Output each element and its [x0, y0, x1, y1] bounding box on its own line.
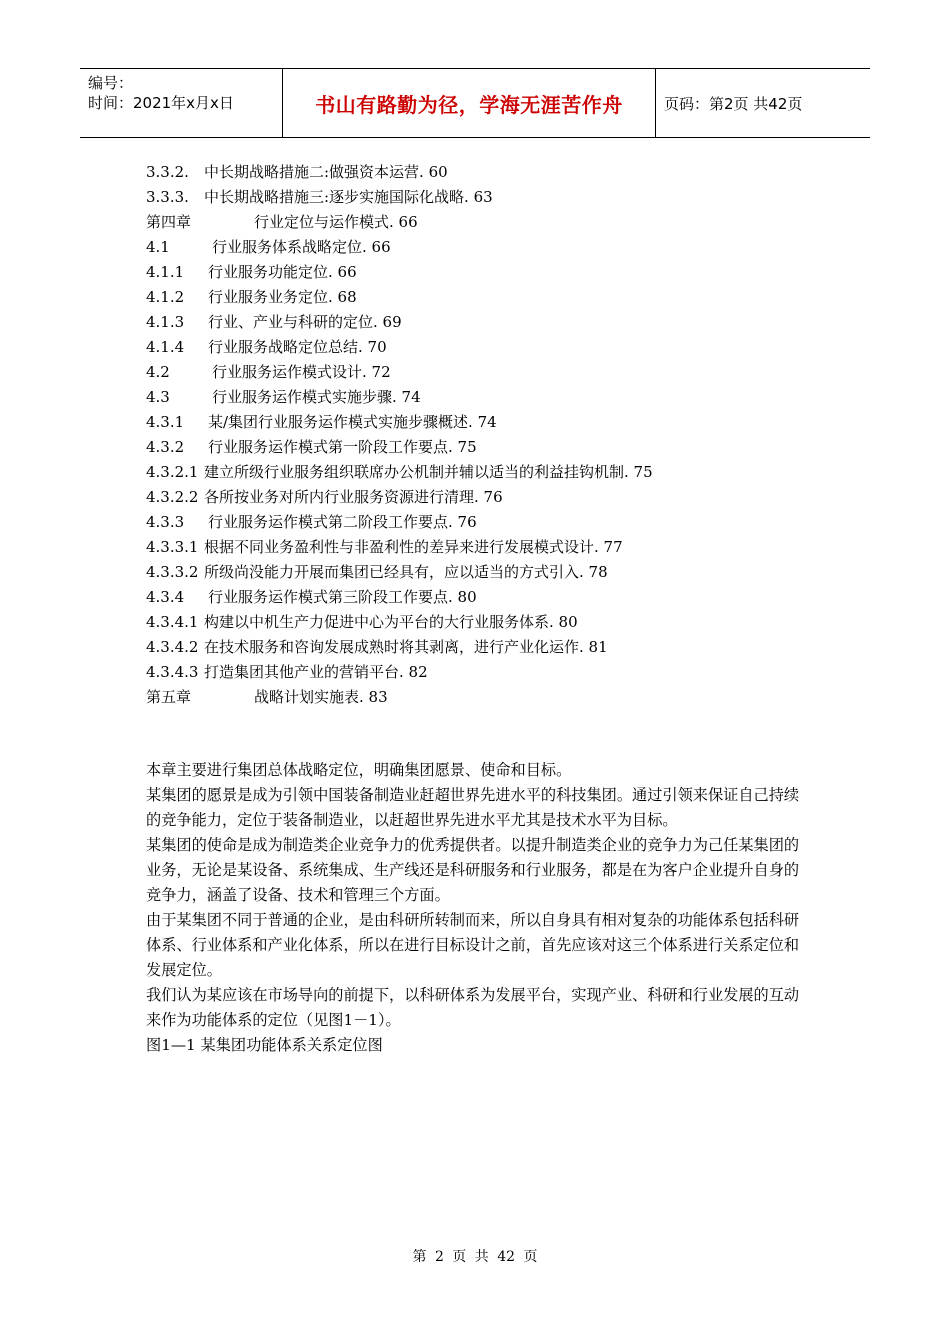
toc-entry-number: 4.3.4.3 [146, 663, 199, 681]
toc-entry-title: 根据不同业务盈利性与非盈利性的差异来进行发展模式设计. 77 [204, 538, 623, 556]
toc-entry-number: 4.1 [146, 238, 170, 256]
toc-entry-title: 构建以中机生产力促进中心为平台的大行业服务体系. 80 [204, 613, 578, 631]
toc-entry-number: 4.1.2 [146, 288, 185, 306]
toc-entry-number: 4.3.3.2 [146, 563, 199, 581]
toc-entry-number: 3.3.3. [146, 188, 189, 206]
toc-entry-title: 所级尚没能力开展而集团已经具有，应以适当的方式引入. 78 [204, 563, 608, 581]
toc-entry-title: 行业服务运作模式实施步骤. 74 [212, 388, 421, 406]
toc-entry [146, 210, 846, 235]
toc-entry-number: 第四章 [146, 213, 192, 231]
toc-entry [146, 660, 846, 685]
toc-entry-title: 行业服务运作模式设计. 72 [212, 363, 391, 381]
paragraph-intro: 本章主要进行集团总体战略定位，明确集团愿景、使命和目标。 [146, 761, 572, 779]
toc-entry-number: 4.3.3.1 [146, 538, 199, 556]
toc-entry [146, 410, 846, 435]
toc-entry [146, 510, 846, 535]
toc-entry [146, 585, 846, 610]
toc-entry-number: 4.3.1 [146, 413, 185, 431]
toc-entry-title: 行业服务战略定位总结. 70 [208, 338, 387, 356]
toc-entry [146, 185, 846, 210]
toc-entry-title: 行业定位与运作模式. 66 [254, 213, 418, 231]
toc-entry-title: 行业服务功能定位. 66 [208, 263, 357, 281]
toc-entry-title: 行业、产业与科研的定位. 69 [208, 313, 402, 331]
toc-entry-number: 4.1.4 [146, 338, 185, 356]
toc-entry-number: 4.1.3 [146, 313, 185, 331]
header-page-info: 页码：第2页 共42页 [664, 94, 803, 113]
toc-entry-number: 4.3 [146, 388, 170, 406]
toc-entry-title: 行业服务运作模式第三阶段工作要点. 80 [208, 588, 477, 606]
toc-entry-number: 4.3.3 [146, 513, 185, 531]
toc-entry [146, 335, 846, 360]
toc-entry-number: 4.3.2.2 [146, 488, 199, 506]
toc-entry-title: 打造集团其他产业的营销平台. 82 [204, 663, 428, 681]
toc-entry [146, 360, 846, 385]
toc-entry [146, 285, 846, 310]
header-motto: 书山有路勤为径，学海无涯苦作舟 [282, 69, 656, 137]
toc-entry [146, 235, 846, 260]
document-number-label: 编号： [88, 74, 134, 92]
header-meta [88, 73, 284, 113]
toc-entry [146, 460, 846, 485]
page-header [80, 68, 870, 138]
toc-entry-title: 在技术服务和咨询发展成熟时将其剥离，进行产业化运作. 81 [204, 638, 608, 656]
page-footer: 第 2 页 共 42 页 [412, 1249, 538, 1265]
toc-entry [146, 435, 846, 460]
toc-entry [146, 160, 846, 185]
toc-entry [146, 685, 846, 710]
toc-entry-number: 4.3.4.1 [146, 613, 199, 631]
toc-entry-title: 中长期战略措施三:逐步实施国际化战略. 63 [204, 188, 493, 206]
document-time: 时间：2021年x月x日 [88, 94, 234, 112]
toc-entry-title: 行业服务体系战略定位. 66 [212, 238, 391, 256]
toc-entry-title: 各所按业务对所内行业服务资源进行清理. 76 [204, 488, 503, 506]
chapter-body [146, 758, 810, 1058]
toc-entry-title: 建立所级行业服务组织联席办公机制并辅以适当的利益挂钩机制. 75 [204, 463, 653, 481]
toc-entry [146, 560, 846, 585]
toc-entry-title: 中长期战略措施二:做强资本运营. 60 [204, 163, 448, 181]
toc-entry-number: 4.3.2 [146, 438, 185, 456]
toc-entry-title: 行业服务业务定位. 68 [208, 288, 357, 306]
toc-entry [146, 385, 846, 410]
toc-entry-number: 4.3.4.2 [146, 638, 199, 656]
toc-entry [146, 635, 846, 660]
toc-entry [146, 485, 846, 510]
paragraph-mission: 某集团的使命是成为制造类企业竞争力的优秀提供者。以提升制造类企业的竞争力为己任某集团的业务，无论是某设备、系统集成、生产线还是科研服务和行业服务，都是在为客户企业提升自身的竞争力，涵盖了设备、技术和管理三个方面。 [146, 836, 800, 904]
toc-entry-number: 3.3.2. [146, 163, 189, 181]
paragraph-positioning: 我们认为某应该在市场导向的前提下，以科研体系为发展平台，实现产业、科研和行业发展的互动来作为功能体系的定位（见图1－1）。 [146, 986, 800, 1029]
table-of-contents [146, 160, 846, 710]
toc-entry-number: 4.1.1 [146, 263, 185, 281]
paragraph-vision: 某集团的愿景是成为引领中国装备制造业赶超世界先进水平的科技集团。通过引领来保证自己持续的竞争能力，定位于装备制造业，以赶超世界先进水平尤其是技术水平为目标。 [146, 786, 800, 829]
toc-entry [146, 535, 846, 560]
toc-entry-title: 行业服务运作模式第二阶段工作要点. 76 [208, 513, 477, 531]
toc-entry-number: 4.2 [146, 363, 170, 381]
toc-entry [146, 610, 846, 635]
toc-entry [146, 310, 846, 335]
toc-entry-title: 战略计划实施表. 83 [254, 688, 388, 706]
toc-entry-title: 行业服务运作模式第一阶段工作要点. 75 [208, 438, 477, 456]
toc-entry-number: 4.3.2.1 [146, 463, 199, 481]
toc-entry-number: 4.3.4 [146, 588, 185, 606]
toc-entry [146, 260, 846, 285]
toc-entry-number: 第五章 [146, 688, 192, 706]
figure-caption: 图1—1 某集团功能体系关系定位图 [146, 1036, 383, 1054]
toc-entry-title: 某/集团行业服务运作模式实施步骤概述. 74 [208, 413, 497, 431]
paragraph-function-system: 由于某集团不同于普通的企业，是由科研所转制而来，所以自身具有相对复杂的功能体系包括科研体系、行业体系和产业化体系，所以在进行目标设计之前，首先应该对这三个体系进行关系定位和发展定位。 [146, 911, 800, 979]
